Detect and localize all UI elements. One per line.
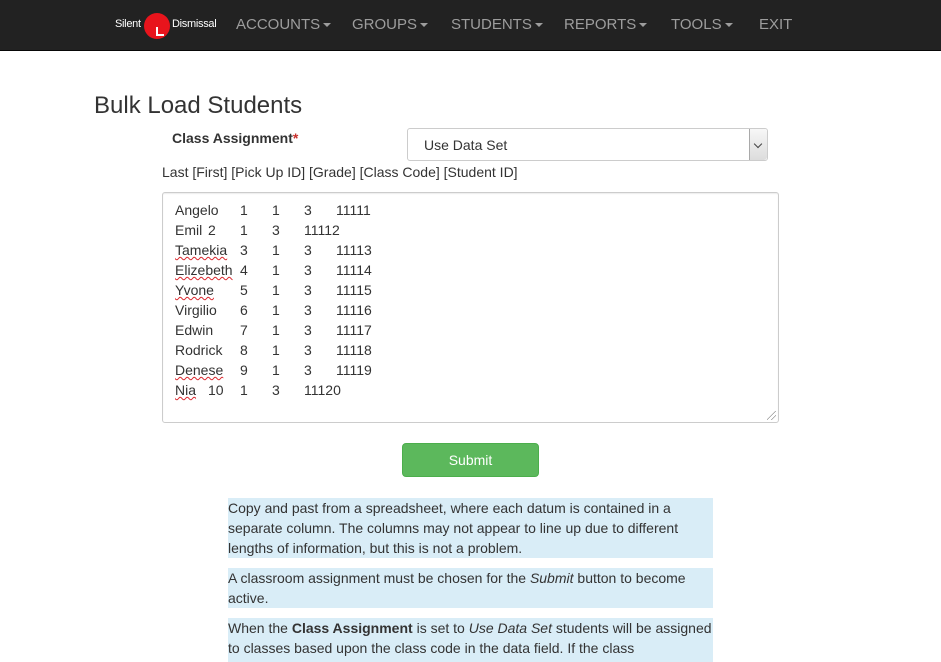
- info-note-paste: [228, 498, 713, 558]
- column-format-hint: Last [First] [Pick Up ID] [Grade] [Class Code] [Student ID]: [162, 164, 518, 180]
- nav-reports-label: REPORTS: [564, 16, 637, 33]
- chevron-down-icon[interactable]: [749, 129, 767, 160]
- row-col: 11115: [336, 282, 372, 298]
- chevron-down-icon: [535, 23, 543, 27]
- row-col: 9: [240, 362, 248, 378]
- class-assignment-label: [172, 130, 298, 146]
- row-col: 11112: [304, 222, 340, 238]
- row-col: 2: [208, 222, 216, 238]
- row-col: 1: [272, 322, 280, 338]
- row-col: 3: [304, 302, 312, 318]
- note-text: A classroom assignment must be chosen for the: [228, 570, 530, 586]
- row-name: Edwin: [175, 322, 214, 338]
- brand-word-silent: Silent: [115, 18, 141, 30]
- logo-check-icon: [156, 27, 164, 36]
- row-col: 11114: [336, 262, 372, 278]
- class-assignment-select[interactable]: [407, 128, 768, 161]
- row-col: 1: [240, 222, 248, 238]
- info-note-paste-text: Copy and past from a spreadsheet, where each datum is contained in a separate column. The columns may not appear to line up due to different lengths of information, but this is not a problem.: [228, 500, 679, 556]
- row-col: 3: [272, 222, 280, 238]
- info-note-use-data-set: [228, 618, 713, 662]
- nav-groups-label: GROUPS: [352, 16, 418, 33]
- nav-reports[interactable]: [564, 16, 647, 34]
- row-col: 4: [240, 262, 248, 278]
- row-col: 1: [240, 202, 248, 218]
- nav-exit[interactable]: [759, 16, 792, 34]
- chevron-down-icon: [420, 23, 428, 27]
- row-col: 1: [272, 342, 280, 358]
- student-data-textarea[interactable]: [162, 192, 779, 423]
- row-col: 3: [304, 282, 312, 298]
- row-col: 7: [240, 322, 248, 338]
- row-col: 1: [272, 242, 280, 258]
- nav-accounts[interactable]: [236, 16, 331, 34]
- note-text: is set to: [412, 620, 469, 636]
- row-name: Emil: [175, 222, 203, 238]
- row-name: Angelo: [175, 202, 219, 218]
- row-col: 11113: [336, 242, 372, 258]
- chevron-down-icon: [323, 23, 331, 27]
- row-col: 3: [304, 322, 312, 338]
- class-assignment-label-text: Class Assignment: [172, 130, 293, 146]
- nav-accounts-label: ACCOUNTS: [236, 16, 321, 33]
- row-col: 1: [272, 262, 280, 278]
- submit-button[interactable]: Submit: [402, 443, 539, 477]
- row-col: 1: [240, 382, 248, 398]
- nav-exit-label: EXIT: [759, 16, 793, 33]
- resize-handle[interactable]: [767, 411, 776, 420]
- row-col: 3: [272, 382, 280, 398]
- row-col: 3: [240, 242, 248, 258]
- nav-groups[interactable]: [352, 16, 428, 34]
- nav-students[interactable]: [451, 16, 543, 34]
- row-col: 11119: [336, 362, 372, 378]
- info-note-class-required: [228, 568, 713, 608]
- note-bold: Class Assignment: [291, 620, 413, 636]
- brand-logo[interactable]: [115, 10, 219, 40]
- nav-tools-label: TOOLS: [671, 16, 722, 33]
- row-name: Elizebeth: [175, 262, 233, 278]
- row-col: 1: [272, 362, 280, 378]
- row-col: 11118: [336, 342, 372, 358]
- row-name: Rodrick: [175, 342, 223, 358]
- row-col: 1: [272, 282, 280, 298]
- top-navbar: [0, 0, 941, 51]
- row-col: 11120: [304, 382, 341, 398]
- row-col: 3: [304, 262, 312, 278]
- row-col: 1: [272, 302, 280, 318]
- row-col: 3: [304, 242, 312, 258]
- row-col: 1: [272, 202, 280, 218]
- row-col: 3: [304, 342, 312, 358]
- row-name: Tamekia: [175, 242, 228, 258]
- row-name: Nia: [175, 382, 197, 398]
- row-col: 8: [240, 342, 248, 358]
- nav-students-label: STUDENTS: [451, 16, 532, 33]
- class-assignment-selected-value: Use Data Set: [424, 137, 508, 153]
- row-col: 11117: [336, 322, 372, 338]
- nav-tools[interactable]: [671, 16, 733, 34]
- note-text: When the: [228, 620, 292, 636]
- note-emphasis: Submit: [529, 570, 574, 586]
- row-col: 6: [240, 302, 248, 318]
- row-col: 10: [208, 382, 224, 398]
- row-col: 11116: [336, 302, 372, 318]
- chevron-down-icon: [639, 23, 647, 27]
- row-name: Virgilio: [175, 302, 217, 318]
- note-text: students will be assigned to classes based upon the class code in the data field. If the class: [228, 620, 712, 656]
- row-col: 11111: [336, 202, 371, 218]
- brand-word-dismissal: Dismissal: [172, 18, 217, 30]
- row-col: 5: [240, 282, 248, 298]
- row-name: Denese: [175, 362, 224, 378]
- chevron-down-icon: [725, 23, 733, 27]
- row-col: 3: [304, 202, 312, 218]
- required-asterisk: *: [292, 130, 299, 146]
- row-name: Yvone: [175, 282, 214, 298]
- row-col: 3: [304, 362, 312, 378]
- page-title: Bulk Load Students: [94, 92, 303, 119]
- note-text: button to become active.: [228, 570, 686, 606]
- note-emphasis: Use Data Set: [468, 620, 552, 636]
